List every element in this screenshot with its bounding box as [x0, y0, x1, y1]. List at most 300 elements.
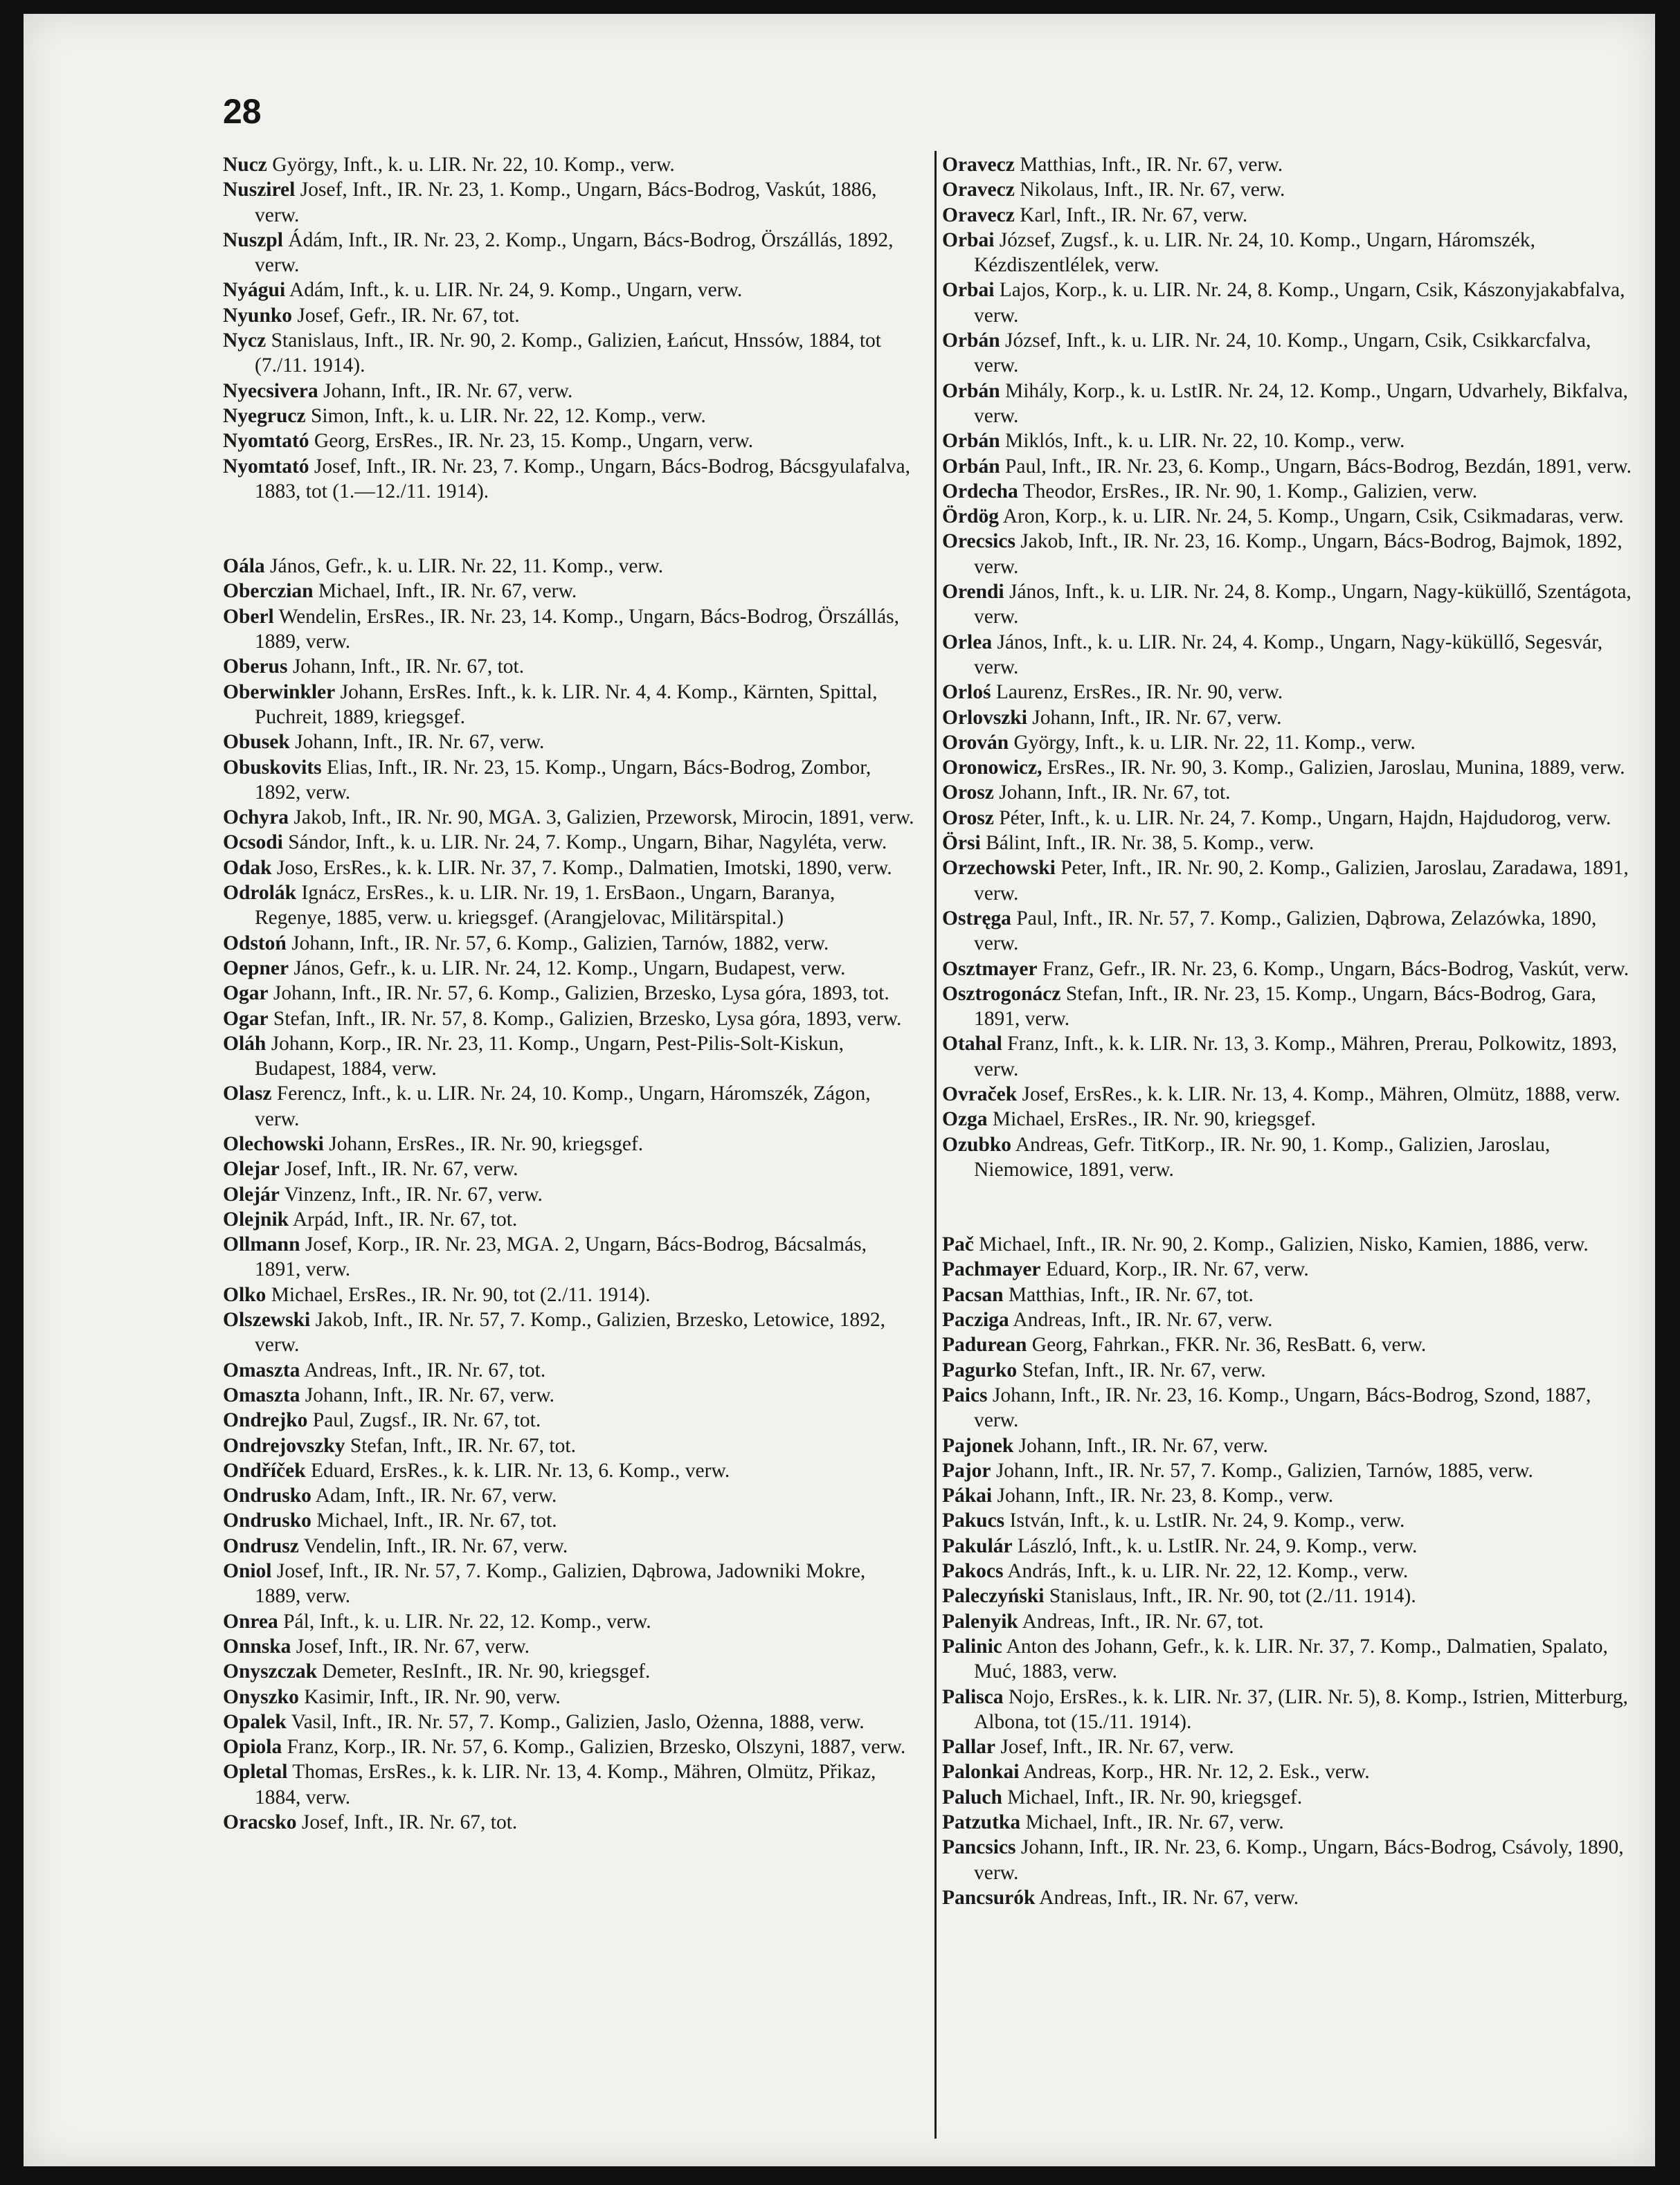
register-entry [223, 931, 915, 956]
register-entry [223, 1358, 915, 1383]
entry-details: György, Inft., k. u. LIR. Nr. 22, 10. Komp., verw. [267, 154, 675, 176]
register-entry [942, 228, 1634, 278]
entry-surname: Ogar [223, 982, 269, 1005]
entry-surname: Oberl [223, 605, 274, 628]
entry-surname: Osztmayer [942, 957, 1038, 980]
entry-details: Johann, Inft., IR. Nr. 67, verw. [300, 1384, 555, 1406]
register-entry [223, 1508, 915, 1533]
entry-details: Vinzenz, Inft., IR. Nr. 67, verw. [279, 1183, 543, 1206]
entry-surname: Ozga [942, 1108, 988, 1131]
register-entry [223, 579, 915, 604]
entry-details: György, Inft., k. u. LIR. Nr. 22, 11. Komp., verw. [1009, 731, 1416, 754]
entry-surname: Pač [942, 1233, 974, 1256]
entry-details: János, Gefr., k. u. LIR. Nr. 24, 12. Komp., Ungarn, Budapest, verw. [289, 956, 846, 979]
entry-details: Matthias, Inft., IR. Nr. 67, verw. [1014, 154, 1283, 176]
register-entry [223, 177, 915, 228]
register-entry [942, 855, 1634, 906]
entry-details: János, Gefr., k. u. LIR. Nr. 22, 11. Komp., verw. [264, 555, 664, 578]
entry-surname: Orlovszki [942, 706, 1027, 729]
entry-surname: Ondrusko [223, 1509, 311, 1532]
register-entry [223, 1157, 915, 1181]
entry-surname: Ovraček [942, 1082, 1018, 1105]
entry-details: Andreas, Inft., IR. Nr. 67, tot. [1018, 1610, 1264, 1633]
entry-surname: Nycz [223, 329, 267, 352]
entry-surname: Nyunko [223, 304, 293, 327]
entry-details: Georg, ErsRes., IR. Nr. 23, 15. Komp., Ungarn, verw. [309, 430, 754, 453]
entry-surname: Nyomtató [223, 455, 309, 478]
entry-surname: Paleczyński [942, 1585, 1045, 1608]
register-entry [942, 1534, 1634, 1559]
entry-details: Johann, Korp., IR. Nr. 23, 11. Komp., Ungarn, Pest-Pilis-Solt-Kiskun, Budapest, 1884, verw. [255, 1032, 844, 1080]
entry-details: Ferencz, Inft., k. u. LIR. Nr. 24, 10. Komp., Ungarn, Háromszék, Zágon, verw. [255, 1082, 871, 1130]
register-entry [223, 956, 915, 981]
entry-details: Matthias, Inft., IR. Nr. 67, tot. [1003, 1283, 1254, 1306]
entry-surname: Nyegrucz [223, 404, 306, 427]
register-entry [223, 328, 915, 379]
entry-surname: Orbai [942, 279, 995, 302]
entry-surname: Oála [223, 555, 265, 578]
register-entry [942, 705, 1634, 730]
entry-details: Johann, Inft., IR. Nr. 57, 6. Komp., Galizien, Tarnów, 1882, verw. [286, 932, 829, 954]
entry-details: Michael, Inft., IR. Nr. 67, verw. [1020, 1811, 1284, 1833]
entry-surname: Odrolák [223, 882, 297, 905]
register-entry [942, 1810, 1634, 1835]
entry-surname: Omaszta [223, 1384, 300, 1406]
entry-surname: Pancsurók [942, 1886, 1036, 1909]
entry-details: András, Inft., k. u. LIR. Nr. 22, 12. Komp., verw. [1003, 1560, 1409, 1583]
register-entry [223, 1006, 915, 1031]
entry-surname: Pancsics [942, 1836, 1016, 1859]
entry-details: Michael, Inft., IR. Nr. 67, tot. [311, 1509, 557, 1532]
entry-surname: Olejar [223, 1158, 280, 1181]
register-entry [942, 730, 1634, 755]
entry-details: Wendelin, ErsRes., IR. Nr. 23, 14. Komp., Ungarn, Bács-Bodrog, Örszállás, 1889, verw. [255, 605, 900, 653]
register-entry [942, 755, 1634, 780]
register-entry [223, 1182, 915, 1207]
entry-surname: Pákai [942, 1485, 993, 1507]
entry-surname: Ondrusko [223, 1485, 311, 1507]
entry-details: Josef, Inft., IR. Nr. 67, verw. [291, 1635, 530, 1658]
entry-details: Adam, Inft., IR. Nr. 67, verw. [311, 1485, 557, 1507]
entry-surname: Nucz [223, 154, 267, 176]
register-entry [942, 1383, 1634, 1433]
entry-details: Michael, Inft., IR. Nr. 90, kriegsgef. [1002, 1786, 1303, 1808]
entry-surname: Oláh [223, 1032, 267, 1055]
entry-details: Aron, Korp., k. u. LIR. Nr. 24, 5. Komp., Ungarn, Csik, Csikmadaras, verw. [998, 505, 1624, 528]
entry-details: Demeter, ResInft., IR. Nr. 90, kriegsgef. [317, 1660, 651, 1683]
entry-details: Bálint, Inft., IR. Nr. 38, 5. Komp., verw. [980, 832, 1315, 855]
entry-details: Josef, Inft., IR. Nr. 23, 1. Komp., Ungarn, Bács-Bodrog, Vaskút, 1886, verw. [255, 179, 877, 226]
register-entry [223, 1734, 915, 1759]
entry-surname: Otahal [942, 1033, 1002, 1055]
entry-surname: Olejnik [223, 1208, 289, 1231]
entry-surname: Ogar [223, 1007, 269, 1030]
register-entry [942, 454, 1634, 479]
entry-details: Eduard, Korp., IR. Nr. 67, verw. [1040, 1258, 1309, 1281]
entry-details: Jakob, Inft., IR. Nr. 57, 7. Komp., Galizien, Brzesko, Letowice, 1892, verw. [255, 1309, 885, 1357]
register-entry [223, 1383, 915, 1408]
column-divider [934, 151, 937, 2139]
entry-surname: Osztrogonácz [942, 982, 1061, 1005]
entry-surname: Opiola [223, 1736, 282, 1759]
entry-details: Johann, Inft., IR. Nr. 23, 8. Komp., verw. [992, 1485, 1334, 1507]
entry-details: Ignácz, ErsRes., k. u. LIR. Nr. 19, 1. ErsBaon., Ungarn, Baranya, Regenye, 1885, verw. u. kriegsgef. (Arangjelovac, Militärspital.) [255, 882, 836, 930]
register-entry [223, 1710, 915, 1734]
entry-details: Pál, Inft., k. u. LIR. Nr. 22, 12. Komp., verw. [278, 1610, 651, 1633]
document-page [24, 14, 1655, 2166]
entry-surname: Orbán [942, 379, 1000, 402]
entry-surname: Palenyik [942, 1610, 1018, 1633]
entry-surname: Olko [223, 1283, 267, 1306]
entry-surname: Olszewski [223, 1309, 311, 1332]
entry-details: Stefan, Inft., IR. Nr. 67, verw. [1017, 1359, 1266, 1381]
register-entry [223, 1307, 915, 1358]
entry-details: Peter, Inft., IR. Nr. 90, 2. Komp., Galizien, Jaroslau, Zaradawa, 1891, verw. [974, 857, 1629, 905]
register-entry [942, 831, 1634, 855]
entry-surname: Oravecz [942, 179, 1015, 201]
entry-details: Nikolaus, Inft., IR. Nr. 67, verw. [1014, 179, 1285, 201]
entry-surname: Opalek [223, 1710, 287, 1733]
entry-details: Paul, Inft., IR. Nr. 57, 7. Komp., Galizien, Dąbrowa, Zelazówka, 1890, verw. [974, 907, 1597, 955]
entry-surname: Palisca [942, 1685, 1004, 1708]
register-entry [223, 454, 915, 505]
entry-surname: Pajor [942, 1459, 991, 1482]
entry-surname: Olasz [223, 1082, 272, 1105]
entry-details: Michael, Inft., IR. Nr. 67, verw. [313, 580, 577, 603]
entry-details: József, Zugsf., k. u. LIR. Nr. 24, 10. Komp., Ungarn, Háromszék, Kézdiszentlélek, verw. [974, 228, 1536, 277]
entry-details: István, Inft., k. u. LstIR. Nr. 24, 9. Komp., verw. [1004, 1509, 1405, 1532]
entry-surname: Oberwinkler [223, 680, 336, 703]
entry-surname: Orován [942, 731, 1009, 754]
entry-surname: Olechowski [223, 1132, 324, 1155]
register-entry [942, 278, 1634, 328]
register-entry [942, 479, 1634, 504]
register-entry [942, 981, 1634, 1032]
register-entry [223, 981, 915, 1006]
entry-surname: Paluch [942, 1786, 1002, 1808]
register-entry [223, 1433, 915, 1458]
entry-surname: Nyomtató [223, 430, 309, 453]
entry-details: József, Inft., k. u. LIR. Nr. 24, 10. Komp., Ungarn, Csik, Csikkarcfalva, verw. [974, 329, 1591, 377]
register-entry [942, 579, 1634, 630]
register-entry [942, 1433, 1634, 1458]
register-entry [942, 680, 1634, 705]
left-column [223, 152, 915, 1835]
register-entry [942, 1785, 1634, 1810]
register-entry [223, 1031, 915, 1082]
register-entry [942, 1082, 1634, 1107]
entry-details: Josef, Inft., IR. Nr. 57, 7. Komp., Galizien, Dąbrowa, Jadowniki Mokre, 1889, verw. [255, 1560, 866, 1608]
register-entry [223, 379, 915, 404]
entry-details: Joso, ErsRes., k. k. LIR. Nr. 37, 7. Komp., Dalmatien, Imotski, 1890, verw. [271, 856, 892, 879]
entry-details: Andreas, Korp., HR. Nr. 12, 2. Esk., verw. [1019, 1761, 1370, 1784]
register-entry [223, 1483, 915, 1508]
entry-details: Johann, ErsRes., IR. Nr. 90, kriegsgef. [323, 1132, 644, 1155]
entry-details: Vasil, Inft., IR. Nr. 57, 7. Komp., Galizien, Jaslo, Ożenna, 1888, verw. [286, 1710, 865, 1733]
register-entry [223, 1810, 915, 1835]
register-entry [942, 529, 1634, 579]
entry-details: Josef, Inft., IR. Nr. 67, verw. [995, 1736, 1234, 1759]
entry-details: Johann, Inft., IR. Nr. 67, tot. [287, 655, 525, 678]
register-entry [223, 303, 915, 328]
register-entry [942, 1508, 1634, 1533]
entry-details: Stefan, Inft., IR. Nr. 23, 15. Komp., Ungarn, Bács-Bodrog, Gara, 1891, verw. [974, 982, 1596, 1031]
entry-details: Theodor, ErsRes., IR. Nr. 90, 1. Komp., Galizien, verw. [1018, 480, 1478, 502]
entry-details: Andreas, Gefr. TitKorp., IR. Nr. 90, 1. Komp., Galizien, Jaroslau, Niemowice, 1891, verw. [974, 1133, 1551, 1181]
register-entry [223, 880, 915, 931]
entry-surname: Pagurko [942, 1359, 1018, 1381]
entry-surname: Orbán [942, 430, 1000, 453]
entry-details: Josef, Gefr., IR. Nr. 67, tot. [292, 304, 520, 327]
register-entry [942, 1458, 1634, 1483]
entry-details: Josef, Inft., IR. Nr. 23, 7. Komp., Ungarn, Bács-Bodrog, Bácsgyulafalva, 1883, tot (1.—12./11. 1914). [255, 455, 910, 502]
entry-details: Michael, ErsRes., IR. Nr. 90, tot (2./11. 1914). [266, 1283, 651, 1306]
entry-surname: Pakocs [942, 1560, 1004, 1583]
register-entry [942, 379, 1634, 429]
register-entry [942, 504, 1634, 529]
entry-surname: Oracsko [223, 1811, 297, 1833]
entry-surname: Olejár [223, 1183, 280, 1206]
entry-details: Jakob, Inft., IR. Nr. 23, 16. Komp., Ungarn, Bács-Bodrog, Bajmok, 1892, verw. [974, 530, 1623, 578]
register-entry [942, 1759, 1634, 1784]
entry-details: János, Inft., k. u. LIR. Nr. 24, 8. Komp., Ungarn, Nagy-küküllő, Szentágota, verw. [974, 581, 1632, 628]
register-entry [942, 1685, 1634, 1735]
entry-details: Mihály, Korp., k. u. LstIR. Nr. 24, 12. Komp., Ungarn, Udvarhely, Bikfalva, verw. [974, 379, 1628, 427]
entry-details: Johann, Inft., IR. Nr. 23, 6. Komp., Ungarn, Bács-Bodrog, Csávoly, 1890, verw. [974, 1836, 1624, 1884]
entry-details: Andreas, Inft., IR. Nr. 67, tot. [300, 1359, 546, 1381]
register-entry [223, 1232, 915, 1282]
entry-surname: Ochyra [223, 806, 289, 829]
entry-surname: Opletal [223, 1761, 288, 1784]
entry-surname: Pacsan [942, 1283, 1004, 1306]
register-entry [942, 780, 1634, 805]
register-entry [223, 278, 915, 302]
entry-details: Miklós, Inft., k. u. LIR. Nr. 22, 10. Komp., verw. [1000, 430, 1405, 453]
entry-surname: Orbán [942, 455, 1000, 478]
entry-details: Andreas, Inft., IR. Nr. 67, verw. [1035, 1886, 1299, 1909]
entry-details: Franz, Gefr., IR. Nr. 23, 6. Komp., Ungarn, Bács-Bodrog, Vaskút, verw. [1037, 957, 1629, 980]
entry-details: Paul, Inft., IR. Nr. 23, 6. Komp., Ungarn, Bács-Bodrog, Bezdán, 1891, verw. [1000, 455, 1632, 478]
register-entry [942, 1483, 1634, 1508]
register-entry [942, 1107, 1634, 1132]
entry-surname: Onyszko [223, 1685, 299, 1708]
entry-details: Josef, ErsRes., k. k. LIR. Nr. 13, 4. Komp., Mähren, Olmütz, 1888, verw. [1017, 1082, 1620, 1105]
entry-details: Adám, Inft., k. u. LIR. Nr. 24, 9. Komp., Ungarn, verw. [285, 279, 743, 302]
entry-surname: Nyecsivera [223, 379, 318, 402]
entry-surname: Pallar [942, 1736, 996, 1759]
register-entry [223, 1081, 915, 1132]
entry-details: Stefan, Inft., IR. Nr. 67, tot. [345, 1434, 576, 1457]
entry-surname: Ozubko [942, 1133, 1012, 1156]
entry-surname: Onnska [223, 1635, 291, 1658]
register-entry [223, 680, 915, 730]
register-entry [223, 1408, 915, 1433]
entry-details: Lajos, Korp., k. u. LIR. Nr. 24, 8. Komp., Ungarn, Csik, Kászonyjakabfalva, verw. [974, 279, 1625, 327]
entry-surname: Ondříček [223, 1459, 306, 1482]
register-entry [223, 1559, 915, 1609]
register-entry [223, 855, 915, 880]
entry-surname: Ostręga [942, 907, 1011, 930]
register-entry [942, 1559, 1634, 1584]
register-entry [942, 203, 1634, 228]
entry-surname: Orloś [942, 681, 991, 704]
register-entry [223, 1609, 915, 1634]
register-entry [942, 906, 1634, 956]
register-entry [942, 1132, 1634, 1183]
register-entry [223, 1132, 915, 1157]
register-entry [942, 328, 1634, 379]
register-entry [223, 1282, 915, 1307]
entry-surname: Ordecha [942, 480, 1018, 502]
entry-surname: Ördög [942, 505, 999, 528]
entry-details: Arpád, Inft., IR. Nr. 67, tot. [289, 1208, 518, 1231]
register-entry [942, 1634, 1634, 1685]
entry-details: Johann, Inft., IR. Nr. 23, 16. Komp., Ungarn, Bács-Bodrog, Szond, 1887, verw. [974, 1384, 1591, 1432]
entry-surname: Pacziga [942, 1309, 1009, 1332]
register-entry [223, 152, 915, 177]
entry-surname: Nyágui [223, 279, 286, 302]
entry-surname: Palonkai [942, 1761, 1020, 1784]
entry-surname: Orosz [942, 781, 994, 804]
entry-surname: Orzechowski [942, 857, 1056, 880]
entry-surname: Obuskovits [223, 756, 322, 779]
entry-surname: Orbán [942, 329, 1000, 352]
register-entry [942, 1885, 1634, 1910]
entry-details: Stanislaus, Inft., IR. Nr. 90, tot (2./11. 1914). [1044, 1585, 1416, 1608]
entry-surname: Obusek [223, 731, 290, 754]
entry-details: Johann, Inft., IR. Nr. 57, 6. Komp., Galizien, Brzesko, Lysa góra, 1893, tot. [268, 982, 889, 1005]
entry-surname: Oronowicz, [942, 756, 1042, 779]
entry-details: Laurenz, ErsRes., IR. Nr. 90, verw. [991, 681, 1283, 704]
entry-details: Andreas, Inft., IR. Nr. 67, verw. [1009, 1309, 1273, 1332]
entry-details: Josef, Korp., IR. Nr. 23, MGA. 2, Ungarn, Bács-Bodrog, Bácsalmás, 1891, verw. [255, 1233, 867, 1281]
entry-surname: Palinic [942, 1635, 1002, 1658]
register-entry [942, 956, 1634, 981]
register-entry [223, 1458, 915, 1483]
register-entry [223, 755, 915, 806]
entry-surname: Oravecz [942, 154, 1015, 176]
entry-details: Anton des Johann, Gefr., k. k. LIR. Nr. 37, 7. Komp., Dalmatien, Spalato, Muć, 1883, verw. [974, 1635, 1608, 1683]
entry-details: Johann, Inft., IR. Nr. 67, verw. [318, 379, 573, 402]
entry-details: Stanislaus, Inft., IR. Nr. 90, 2. Komp., Galizien, Łańcut, Hnssów, 1884, tot (7./11. 1914). [255, 329, 881, 377]
register-entry [942, 1835, 1634, 1885]
entry-surname: Padurean [942, 1334, 1027, 1357]
entry-details: Stefan, Inft., IR. Nr. 57, 8. Komp., Galizien, Brzesko, Lysa góra, 1893, verw. [268, 1007, 902, 1030]
register-entry [223, 1207, 915, 1232]
entry-details: Elias, Inft., IR. Nr. 23, 15. Komp., Ungarn, Bács-Bodrog, Zombor, 1892, verw. [255, 756, 871, 804]
entry-details: Simon, Inft., k. u. LIR. Nr. 22, 12. Komp., verw. [305, 404, 706, 427]
entry-surname: Ollmann [223, 1233, 300, 1256]
entry-surname: Onyszczak [223, 1660, 318, 1683]
entry-details: János, Inft., k. u. LIR. Nr. 24, 4. Komp., Ungarn, Nagy-küküllő, Segesvár, verw. [974, 631, 1603, 678]
entry-details: Vendelin, Inft., IR. Nr. 67, verw. [298, 1534, 568, 1557]
register-entry [942, 428, 1634, 453]
entry-surname: Ocsodi [223, 831, 283, 854]
entry-surname: Oberus [223, 655, 288, 678]
entry-surname: Oniol [223, 1560, 272, 1583]
register-entry [942, 1609, 1634, 1634]
entry-surname: Ondrejovszky [223, 1434, 345, 1457]
entry-surname: Orosz [942, 806, 994, 829]
register-entry [223, 1534, 915, 1559]
entry-surname: Pajonek [942, 1434, 1014, 1457]
right-column [942, 152, 1634, 1910]
entry-surname: Ondrejko [223, 1409, 308, 1432]
entry-details: Péter, Inft., k. u. LIR. Nr. 24, 7. Komp., Ungarn, Hajdn, Hajdudorog, verw. [993, 806, 1611, 829]
register-entry [942, 806, 1634, 831]
entry-details: Ádám, Inft., IR. Nr. 23, 2. Komp., Ungarn, Bács-Bodrog, Örszállás, 1892, verw. [255, 228, 894, 277]
entry-surname: Orecsics [942, 530, 1015, 553]
entry-surname: Omaszta [223, 1359, 300, 1381]
register-entry [223, 1659, 915, 1684]
entry-surname: Paics [942, 1384, 988, 1406]
register-entry [223, 830, 915, 855]
entry-surname: Pachmayer [942, 1258, 1041, 1281]
register-entry [942, 1358, 1634, 1383]
entry-details: Georg, Fahrkan., FKR. Nr. 36, ResBatt. 6, verw. [1027, 1334, 1427, 1357]
entry-details: Johann, Inft., IR. Nr. 67, verw. [1027, 706, 1282, 729]
entry-details: Josef, Inft., IR. Nr. 67, verw. [279, 1158, 518, 1181]
entry-details: Michael, Inft., IR. Nr. 90, 2. Komp., Galizien, Nisko, Kamien, 1886, verw. [973, 1233, 1589, 1256]
entry-surname: Orendi [942, 581, 1004, 604]
entry-surname: Ondrusz [223, 1534, 299, 1557]
register-entry [223, 1634, 915, 1659]
entry-details: Franz, Korp., IR. Nr. 57, 6. Komp., Galizien, Brzesko, Olszyni, 1887, verw. [282, 1736, 906, 1759]
page-number: 28 [223, 92, 262, 131]
entry-details: Michael, ErsRes., IR. Nr. 90, kriegsgef. [987, 1108, 1316, 1131]
entry-surname: Orlea [942, 631, 993, 653]
register-entry [223, 1759, 915, 1810]
entry-surname: Örsi [942, 832, 981, 855]
entry-details: Thomas, ErsRes., k. k. LIR. Nr. 13, 4. Komp., Mähren, Olmütz, Přikaz, 1884, verw. [255, 1761, 876, 1808]
entry-details: ErsRes., IR. Nr. 90, 3. Komp., Galizien, Jaroslau, Munina, 1889, verw. [1042, 756, 1625, 779]
register-entry [942, 1584, 1634, 1608]
register-entry [942, 1031, 1634, 1082]
entry-surname: Nuszirel [223, 179, 296, 201]
register-entry [942, 1282, 1634, 1307]
entry-surname: Oberczian [223, 580, 314, 603]
register-entry [942, 1332, 1634, 1357]
entry-surname: Odstoń [223, 932, 287, 954]
register-entry [223, 228, 915, 278]
entry-surname: Patzutka [942, 1811, 1021, 1833]
entry-details: Johann, Inft., IR. Nr. 67, verw. [1013, 1434, 1268, 1457]
register-entry [942, 1307, 1634, 1332]
register-entry [223, 604, 915, 655]
register-entry [223, 404, 915, 428]
entry-details: Johann, Inft., IR. Nr. 67, tot. [993, 781, 1231, 804]
entry-details: Johann, Inft., IR. Nr. 57, 7. Komp., Galizien, Tarnów, 1885, verw. [991, 1459, 1533, 1482]
entry-details: Jakob, Inft., IR. Nr. 90, MGA. 3, Galizien, Przeworsk, Mirocin, 1891, verw. [289, 806, 914, 829]
entry-details: Nojo, ErsRes., k. k. LIR. Nr. 37, (LIR. Nr. 5), 8. Komp., Istrien, Mitterburg, Albona, tot (15./11. 1914). [974, 1685, 1628, 1733]
entry-details: Johann, Inft., IR. Nr. 67, verw. [289, 731, 545, 754]
entry-surname: Oravecz [942, 203, 1015, 226]
register-entry [942, 1257, 1634, 1282]
register-entry [942, 630, 1634, 680]
register-entry [942, 1232, 1634, 1257]
entry-details: Josef, Inft., IR. Nr. 67, tot. [296, 1811, 518, 1833]
register-entry [223, 1685, 915, 1710]
register-entry [223, 805, 915, 830]
entry-surname: Odak [223, 856, 272, 879]
register-entry [223, 428, 915, 453]
entry-details: Franz, Inft., k. k. LIR. Nr. 13, 3. Komp., Mähren, Prerau, Polkowitz, 1893, verw. [974, 1033, 1618, 1080]
entry-details: Paul, Zugsf., IR. Nr. 67, tot. [307, 1409, 541, 1432]
entry-surname: Nuszpl [223, 228, 283, 251]
entry-surname: Orbai [942, 228, 995, 251]
entry-details: Eduard, ErsRes., k. k. LIR. Nr. 13, 6. Komp., verw. [305, 1459, 730, 1482]
register-entry [942, 177, 1634, 202]
